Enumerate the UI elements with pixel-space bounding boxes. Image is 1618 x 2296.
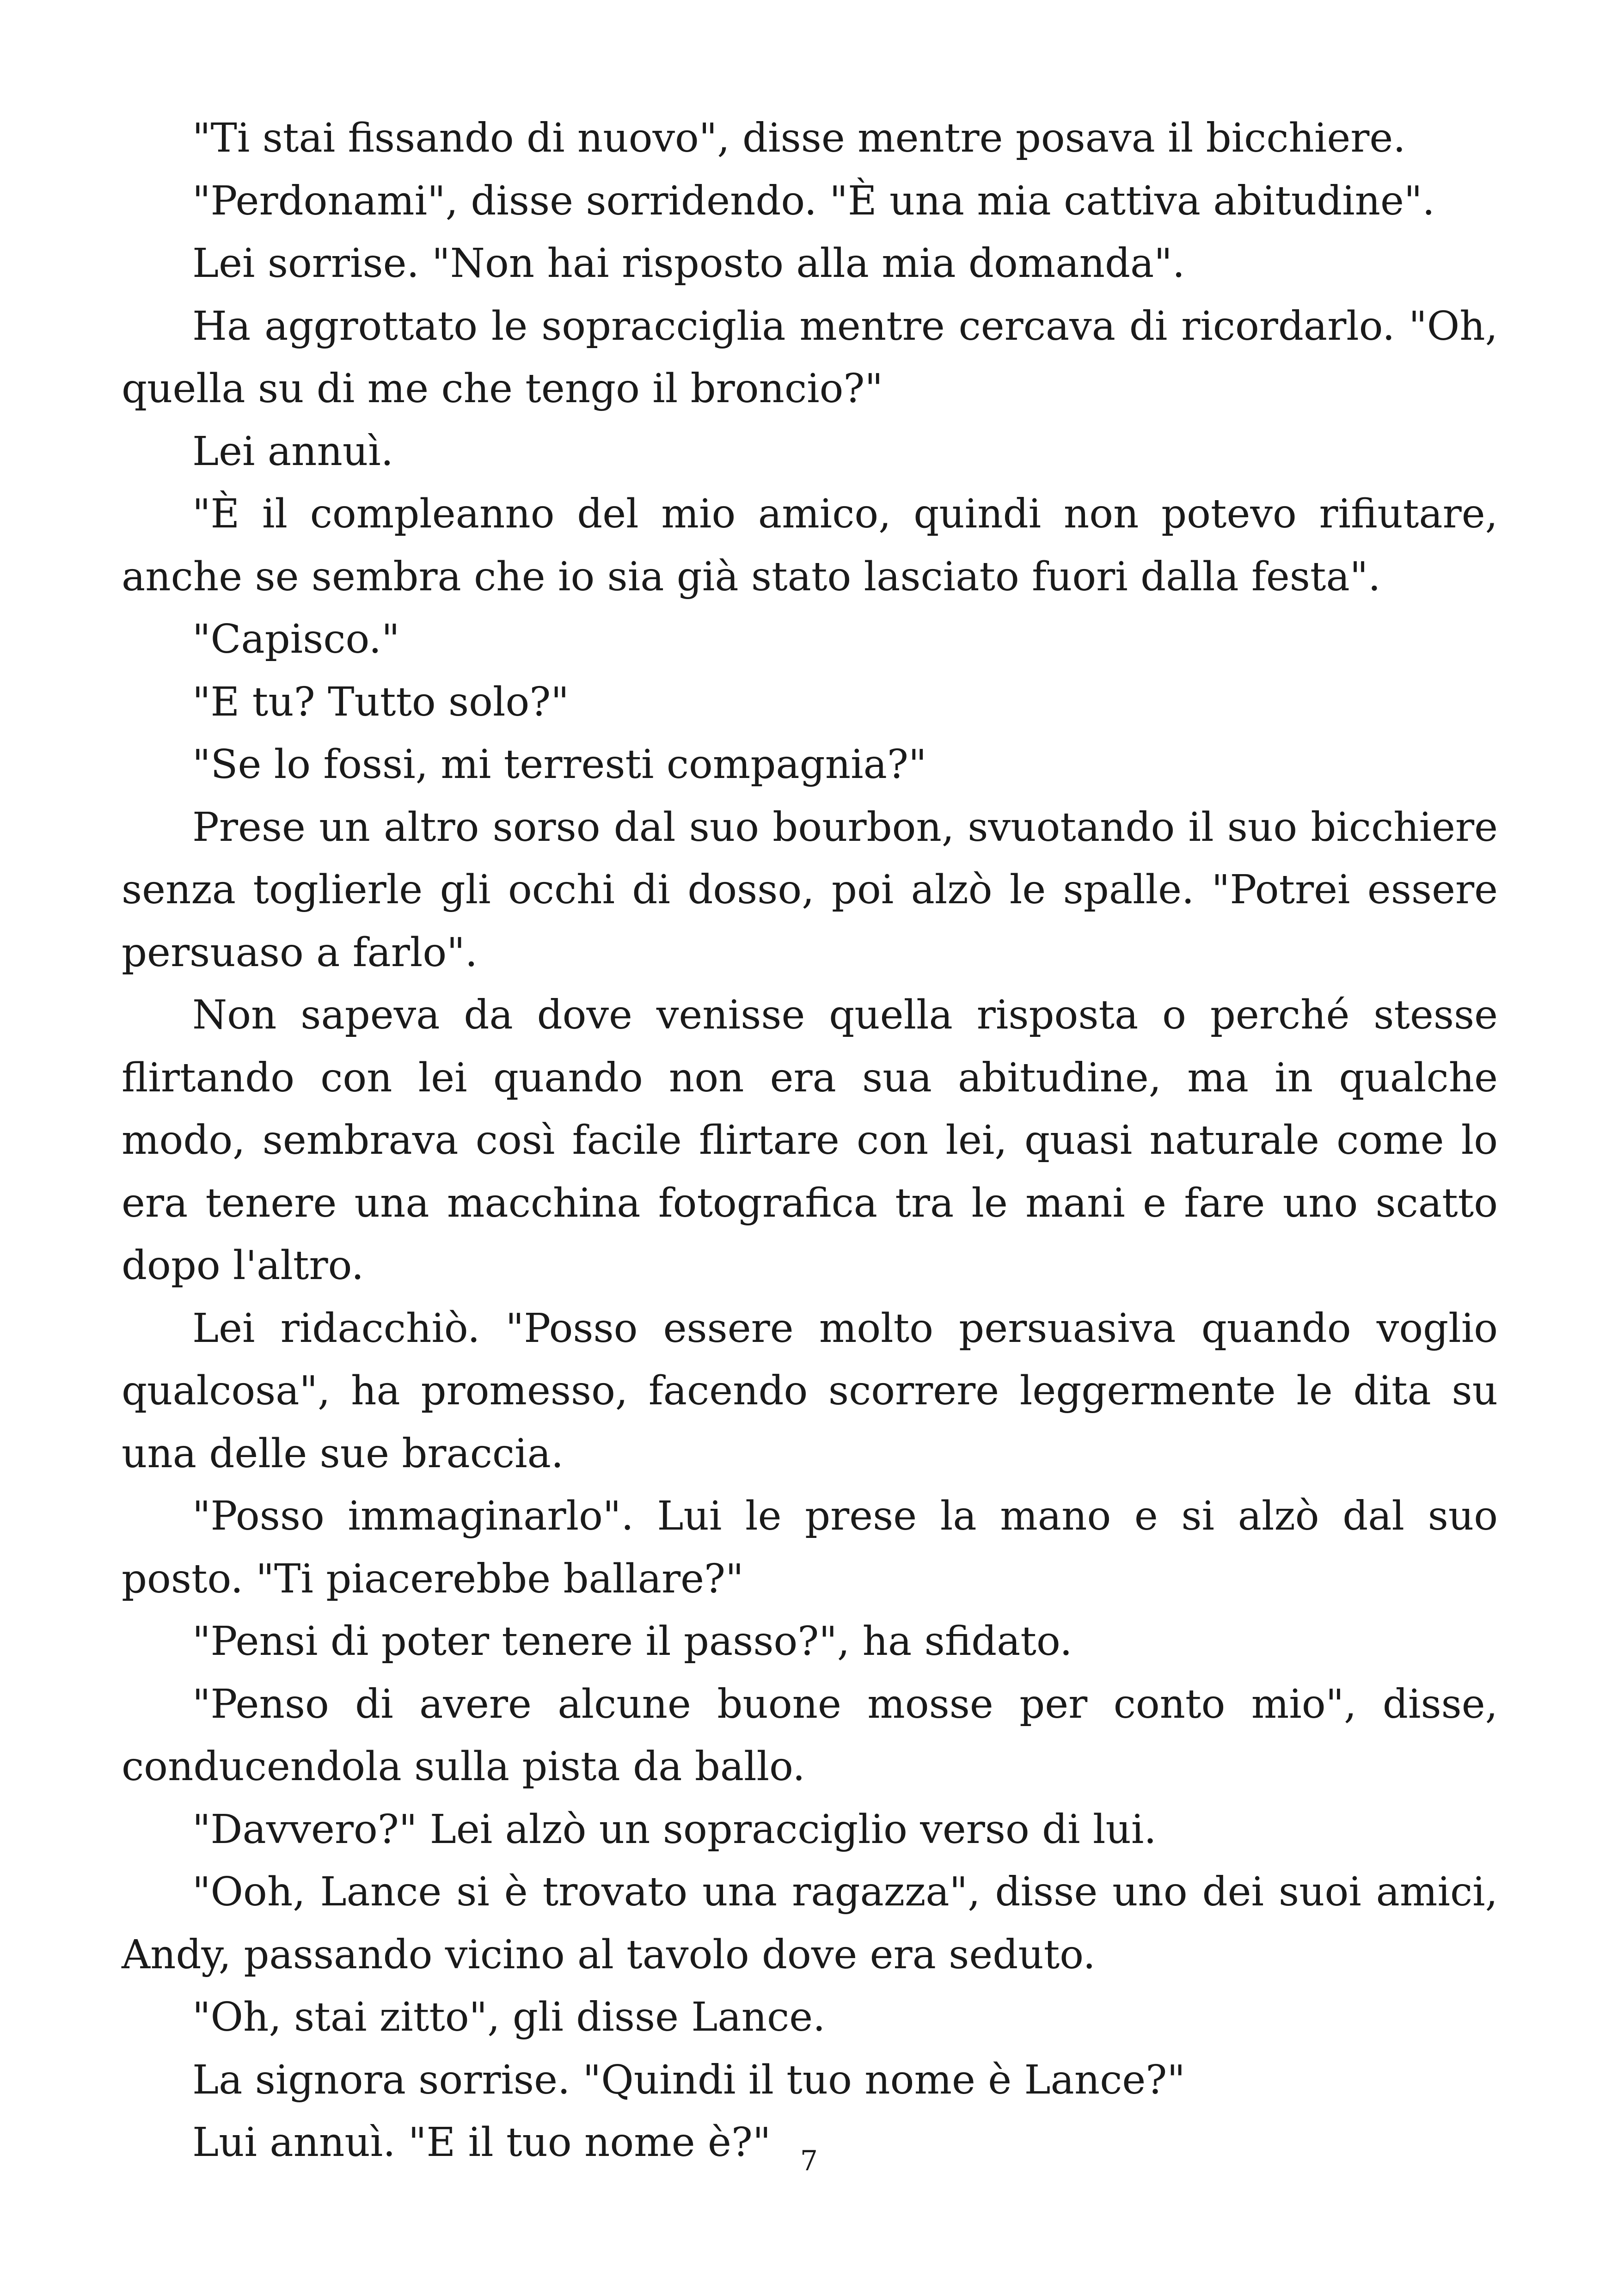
paragraph: Lui annuì. "E il tuo nome è?" [192,2119,771,2166]
paragraph: "E tu? Tutto solo?" [192,679,569,725]
paragraph: "Ti stai fissando di nuovo", disse mentre posava il bicchiere. [192,115,1406,161]
paragraph: "Capisco." [192,616,400,662]
paragraph: "Pensi di poter tenere il passo?", ha sfidato. [192,1618,1073,1665]
paragraph: Lei sorrise. "Non hai risposto alla mia domanda". [192,240,1185,287]
paragraph: "Perdonami", disse sorridendo. "È una mia cattiva abitudine". [192,178,1435,224]
paragraph: Lei annuì. [192,428,394,475]
paragraph: "Se lo fossi, mi terresti compagnia?" [192,741,927,788]
paragraph: "Ooh, Lance si è trovato una ragazza", disse uno dei suoi amici, Andy, passando vicino al tavolo dove era seduto. [122,1869,1498,1978]
paragraph: "Penso di avere alcune buone mosse per conto mio", disse, conducendola sulla pista da ballo. [122,1681,1498,1790]
page-number: 7 [800,2145,818,2177]
paragraph: "È il compleanno del mio amico, quindi non potevo rifiutare, anche se sembra che io sia già stato lasciato fuori dalla festa". [122,491,1498,600]
body-text [122,107,1498,2174]
paragraph: "Oh, stai zitto", gli disse Lance. [192,1994,826,2040]
paragraph: Non sapeva da dove venisse quella risposta o perché stesse flirtando con lei quando non era sua abitudine, ma in qualche modo, sembrava così facile flirtare con lei, quasi naturale come lo era tenere una macchina fotografica tra le mani e fare uno scatto dopo l'altro. [122,992,1498,1289]
paragraph: Lei ridacchiò. "Posso essere molto persuasiva quando voglio qualcosa", ha promesso, facendo scorrere leggermente le dita su una delle sue braccia. [122,1305,1498,1477]
paragraph: Ha aggrottato le sopracciglia mentre cercava di ricordarlo. "Oh, quella su di me che tengo il broncio?" [122,303,1498,412]
paragraph: "Davvero?" Lei alzò un sopracciglio verso di lui. [192,1806,1157,1853]
paragraph: Prese un altro sorso dal suo bourbon, svuotando il suo bicchiere senza toglierle gli occhi di dosso, poi alzò le spalle. "Potrei essere persuaso a farlo". [122,804,1498,976]
paragraph: "Posso immaginarlo". Lui le prese la mano e si alzò dal suo posto. "Ti piacerebbe ballare?" [122,1493,1498,1602]
paragraph: La signora sorrise. "Quindi il tuo nome è Lance?" [192,2057,1185,2103]
